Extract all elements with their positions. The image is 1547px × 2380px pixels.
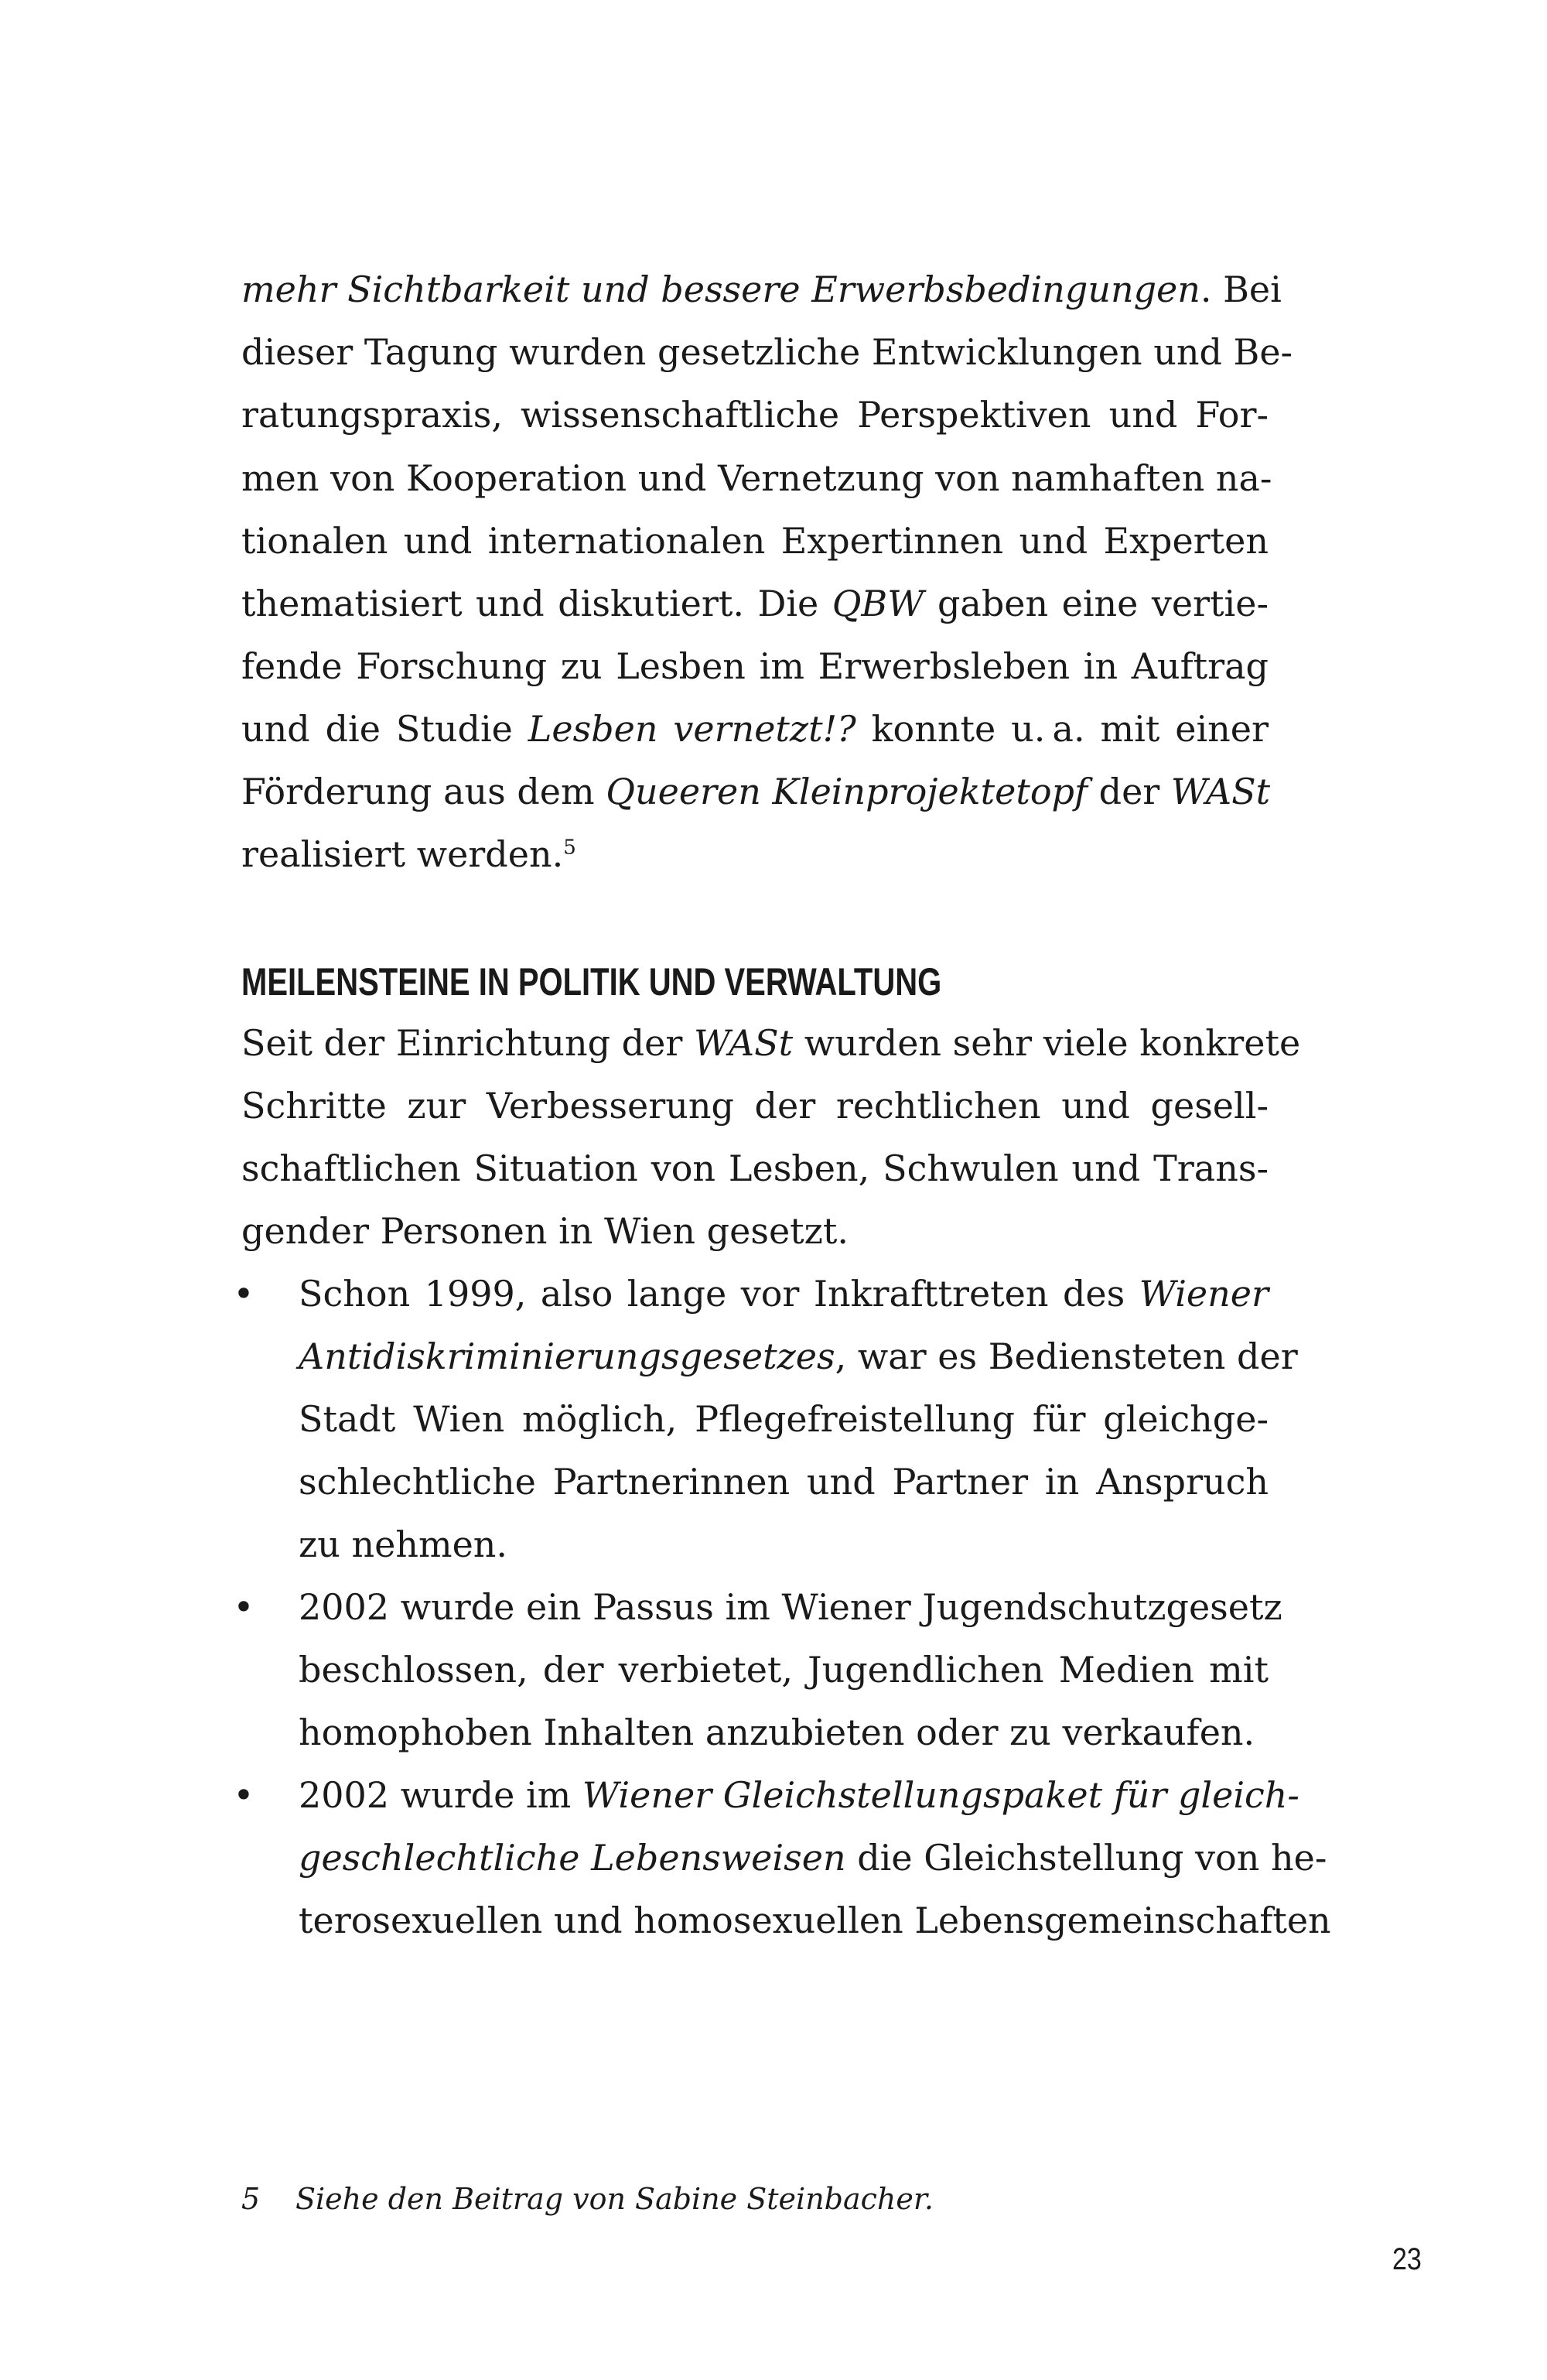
para1-line-4: men von Kooperation und Vernetzung von namhaften na- (241, 457, 1272, 499)
text: Seit der Einrichtung der (241, 1022, 694, 1064)
para1-line-8 (241, 706, 1269, 752)
italic-term: geschlechtliche Lebensweisen (299, 1837, 846, 1879)
footnote-text: Siehe den Beitrag von Sabine Steinbacher. (295, 2182, 934, 2216)
bullet1-line-2 (299, 1333, 1298, 1380)
footnote-reference: 5 (563, 836, 576, 860)
bullet3-line-1 (299, 1772, 1299, 1818)
italic-term: Wiener (1139, 1273, 1269, 1315)
bullet-icon: • (233, 1774, 254, 1816)
text: . Bei (1200, 268, 1282, 310)
bullet2-line-3: homophoben Inhalten anzubieten oder zu verkaufen. (299, 1711, 1255, 1753)
para2-line-3: schaftlichen Situation von Lesben, Schwulen und Trans- (241, 1147, 1269, 1189)
italic-term: Queeren Kleinprojektetopf (606, 771, 1088, 812)
italic-term: WASt (693, 1022, 794, 1064)
para2-line-4: gender Personen in Wien gesetzt. (241, 1210, 849, 1252)
para1-line-6 (241, 580, 1269, 627)
text: realisiert werden. (241, 833, 564, 875)
text: 2002 wurde im (299, 1774, 582, 1816)
bullet1-line-1 (299, 1270, 1269, 1317)
italic-term: Lesben vernetzt!? (528, 708, 856, 750)
para2-line-1 (241, 1020, 1300, 1066)
text: die Gleichstellung von he- (845, 1837, 1327, 1879)
italic-term: QBW (832, 583, 924, 624)
bullet2-line-1: 2002 wurde ein Passus im Wiener Jugendschutzgesetz (299, 1586, 1282, 1628)
bullet-icon: • (233, 1586, 254, 1628)
text: konnte u. a. mit einer (855, 708, 1269, 750)
bullet-icon: • (233, 1273, 254, 1315)
text: Schon 1999, also lange vor Inkrafttreten des (299, 1273, 1139, 1315)
text: , war es Bediensteten der (835, 1335, 1298, 1377)
para1-line-2: dieser Tagung wurden gesetzliche Entwicklungen und Be- (241, 331, 1293, 373)
footnote-number: 5 (241, 2182, 261, 2216)
text: wurden sehr viele konkrete (793, 1022, 1301, 1064)
para1-line-10 (241, 831, 576, 877)
bullet3-line-2 (299, 1835, 1327, 1881)
text: Förderung aus dem (241, 771, 606, 812)
bullet3-line-3: terosexuellen und homosexuellen Lebensgemeinschaften (299, 1900, 1331, 1941)
section-heading: MEILENSTEINE IN POLITIK UND VERWALTUNG (241, 960, 942, 1004)
bullet1-line-3: Stadt Wien möglich, Pflegefreistellung für gleichge- (299, 1398, 1269, 1440)
para1-line-3: ratungspraxis, wissenschaftliche Perspektiven und For- (241, 394, 1269, 436)
para1-line-5: tionalen und internationalen Expertinnen und Experten (241, 520, 1269, 562)
text: thematisiert und diskutiert. Die (241, 583, 832, 624)
italic-term: Wiener Gleichstellungspaket für gleich- (582, 1774, 1299, 1816)
para1-line-9 (241, 768, 1269, 815)
bullet2-line-2: beschlossen, der verbietet, Jugendlichen Medien mit (299, 1649, 1269, 1691)
bullet1-line-4: schlechtliche Partnerinnen und Partner in Anspruch (299, 1461, 1269, 1503)
text: der (1088, 771, 1171, 812)
italic-term: WASt (1170, 771, 1271, 812)
para1-line-7: fende Forschung zu Lesben im Erwerbsleben in Auftrag (241, 645, 1269, 687)
italic-term: Antidiskriminierungsgesetzes (299, 1335, 835, 1377)
page-number: 23 (1392, 2242, 1422, 2276)
para2-line-2: Schritte zur Verbesserung der rechtlichen und gesell- (241, 1085, 1269, 1127)
bullet1-line-5: zu nehmen. (299, 1523, 508, 1565)
para1-line-1 (241, 266, 1282, 313)
footnote (241, 2180, 934, 2218)
italic-term: mehr Sichtbarkeit und bessere Erwerbsbedingungen (241, 268, 1200, 310)
text: und die Studie (241, 708, 528, 750)
text: gaben eine vertie- (924, 583, 1269, 624)
